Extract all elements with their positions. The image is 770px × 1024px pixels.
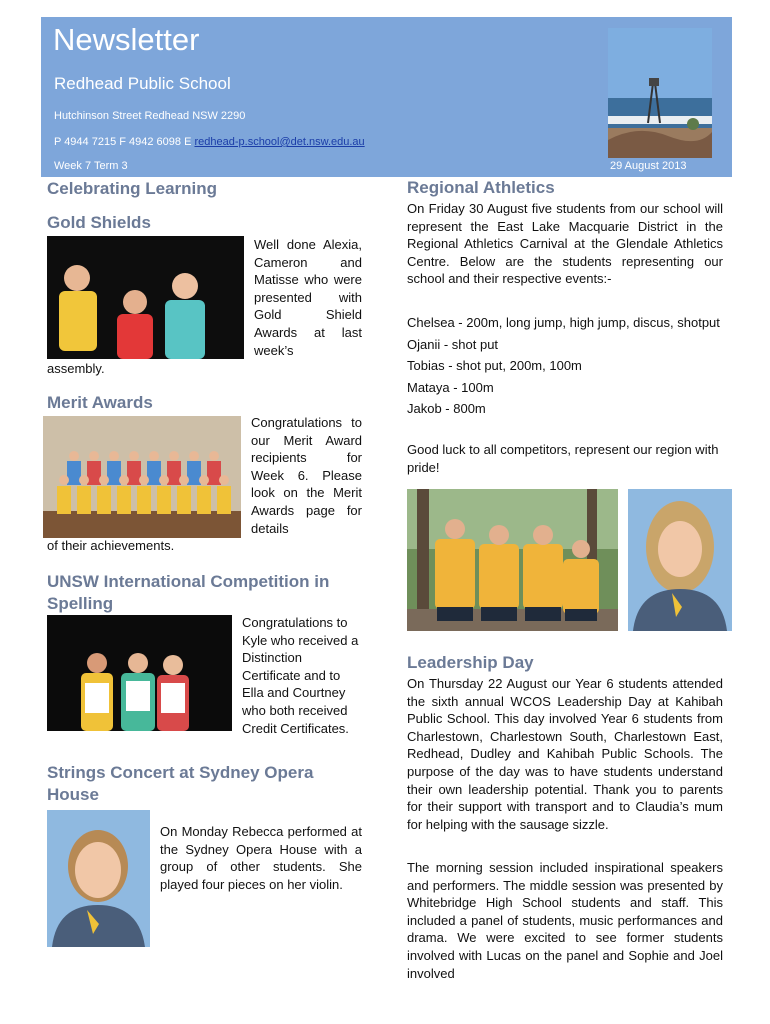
- regional-athletics-heading: Regional Athletics: [407, 178, 555, 197]
- gold-shields-tail: assembly.: [47, 361, 105, 376]
- unsw-heading: [47, 571, 329, 615]
- leadership-para-1: On Thursday 22 August our Year 6 students attended the sixth annual WCOS Leadership Day at Kahibah Public School. This day involved Year 6 students from Charlestown, Charlestown South, Charlestown East, Redhead, Dudley and Kahibah Public Schools. The purpose of the day was to have students understand their own leadership potential. Thank you to parents for their support with transport and to Claudia’s mum for helping with the sausage sizzle.: [407, 676, 723, 832]
- gold-shields-photo: [47, 236, 244, 359]
- leadership-day-heading: Leadership Day: [407, 653, 534, 672]
- regional-athletics-text: On Friday 30 August five students from our school will represent the East Lake Macquarie District in the Regional Athletics Carnival at the Glendale Athletics Centre. Below are the students representing our school and their respective events:-: [407, 201, 723, 287]
- event-item: Mataya - 100m: [407, 379, 494, 395]
- strings-text: On Monday Rebecca performed at the Sydney Opera House with a group of other students. She played four pieces on her violin.: [160, 824, 362, 892]
- issue-date: 29 August 2013: [610, 160, 687, 172]
- spelling-photo: [47, 615, 232, 731]
- athletes-group-photo: [407, 489, 618, 631]
- strings-heading-line1: Strings Concert at Sydney Opera: [47, 763, 314, 782]
- school-name: Redhead Public School: [54, 74, 231, 93]
- gold-shields-heading: Gold Shields: [47, 213, 151, 232]
- week-term: Week 7 Term 3: [54, 160, 128, 172]
- strings-heading: [47, 762, 313, 806]
- gold-shields-text: Well done Alexia, Cameron and Matisse who were presented with Gold Shield Awards at last week’s: [254, 237, 362, 358]
- beach-tower-photo: [608, 28, 712, 158]
- unsw-heading-line2: Spelling: [47, 594, 114, 613]
- event-item: Ojanii - shot put: [407, 336, 499, 352]
- merit-awards-tail: of their achievements.: [47, 538, 175, 553]
- chelsea-photo: [628, 489, 732, 631]
- rebecca-photo: [47, 810, 150, 947]
- event-item: Jakob - 800m: [407, 401, 486, 417]
- merit-awards-text: Congratulations to our Merit Award recipients for Week 6. Please look on the Merit Awards page for details: [251, 415, 362, 536]
- strings-heading-line2: House: [47, 785, 99, 804]
- email-link[interactable]: redhead-p.school@det.nsw.edu.au: [194, 136, 365, 148]
- page-title: Newsletter: [53, 22, 200, 57]
- unsw-heading-line1: UNSW International Competition in: [47, 572, 330, 591]
- celebrating-heading: Celebrating Learning: [47, 179, 218, 198]
- school-address: Hutchinson Street Redhead NSW 2290: [54, 110, 246, 122]
- phone-fax: P 4944 7215 F 4942 6098 E: [54, 136, 195, 148]
- contact-line: [54, 136, 365, 148]
- good-luck-text: Good luck to all competitors, represent our region with pride!: [407, 442, 719, 475]
- merit-awards-photo: [43, 416, 241, 538]
- merit-awards-heading: Merit Awards: [47, 393, 153, 412]
- event-list: [407, 314, 723, 418]
- leadership-para-2: The morning session included inspirational speakers and performers. The middle session was presented by Whitebridge High School students and staff. This included a panel of students, music performances and drama. We were excited to see former students involved with Lucas on the panel and Sophie and Joel involved: [407, 860, 723, 981]
- event-item: Tobias - shot put, 200m, 100m: [407, 358, 582, 374]
- event-item: Chelsea - 200m, long jump, high jump, discus, shotput: [407, 315, 720, 330]
- unsw-text: Congratulations to Kyle who received a Distinction Certificate and to Ella and Courtney who both received Credit Certificates.: [242, 615, 359, 736]
